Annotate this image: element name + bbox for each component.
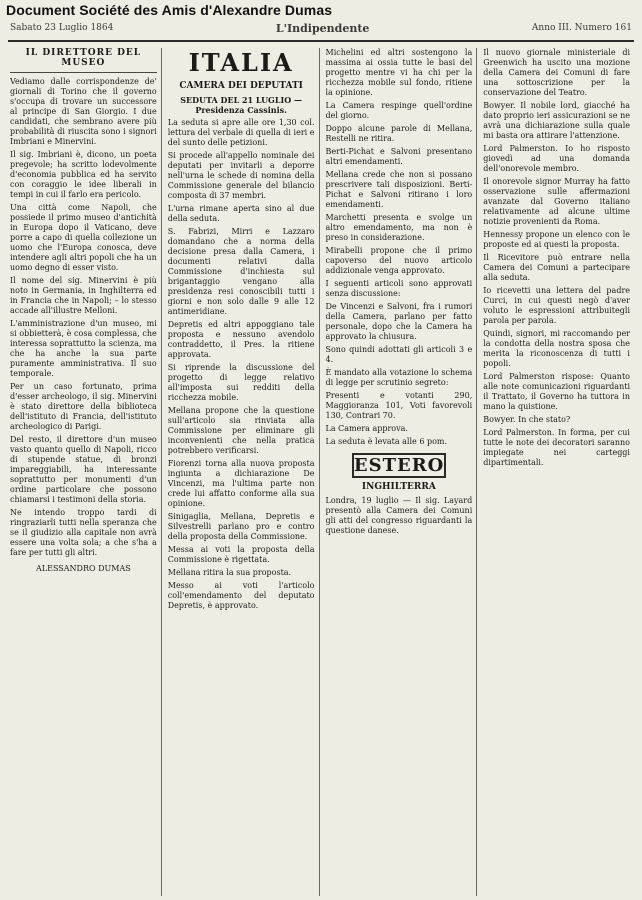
inghilterra-heading: INGHILTERRA [361, 482, 436, 492]
masthead-title: L'Indipendente [275, 21, 370, 35]
c4-paragraph-5: Hennessy propone un elenco con le proposte ed ai questi la proposta. [483, 230, 630, 249]
c2-paragraph-9: Sinigaglia, Mellana, Depretis e Silvestrelli parlano pro e contro della proposta della Commissione. [167, 512, 315, 541]
c2-paragraph-6: Si riprende la discussione del progetto di legge relativo all'imposta sui redditi della ricchezza mobile. [167, 363, 315, 402]
masthead-date: Sabato 23 Luglio 1864 [10, 23, 114, 33]
column-2-section: CAMERA DEI DEPUTATI [179, 81, 303, 91]
c2-paragraph-12: Messo ai voti l'articolo coll'emendamento del deputato Depretis, è approvato. [167, 581, 315, 610]
c2-paragraph-8: Fiorenzi torna alla nuova proposta ingiunta a dichiarazione De Vincenzi, ma l'ultima parte non crede lui affatto conforme alla sua opinione. [167, 459, 315, 508]
c1-paragraph-1: Vediamo dalle corrispondenze de' giornali di Torino che il governo s'occupa di trovare un successore al principe di San Giorgio. I due candidati, che sembrano avere più probabilità di riuscita sono i signori Imbriani e Minervini. [10, 77, 157, 146]
c2-paragraph-7: Mellana propone che la questione sull'articolo sia rinviata alla Commissione per eliminare gli inconvenienti che nella pratica potrebbero verificarsi. [167, 406, 315, 455]
c3-paragraph-6: Marchetti presenta e svolge un altro emendamento, ma non è preso in considerazione. [325, 213, 473, 242]
c4-paragraph-8: Quindi, signori, mi raccomando per la condotta della nostra sposa che merita la riconoscenza di tutti i popoli. [483, 329, 630, 368]
c4-paragraph-2: Bowyer. Il nobile lord, giacché ha dato proprio ieri assicurazioni se ne avrà una dichiarazione sulla quale mi basta ora attirare l'attenzione. [483, 101, 630, 140]
divider [10, 72, 157, 73]
c1-paragraph-4: Il nome del sig. Minervini è più noto in Germania, in Inghilterra ed in Francia che in Napoli; – lo stesso accade all'illustre Melloni. [10, 276, 157, 315]
c4-paragraph-1: Il nuovo giornale ministeriale di Greenwich ha uscito una mozione della Camera dei Comuni di fare una sottoscrizione per la conservazione del Teatro. [483, 48, 630, 97]
column-2-title: ITALIA [188, 48, 294, 77]
c3-paragraph-14: La seduta è levata alle 6 pom. [325, 437, 448, 446]
column-2 [168, 48, 320, 896]
c2-paragraph-5: Depretis ed altri appoggiano tale proposta e nessuno avendolo contraddetto, il Pres. la ritiene approvata. [167, 320, 315, 359]
c1-paragraph-2: Il sig. Imbriani è, dicono, un poeta pregevole; ha scritto lodevolmente d'economia pubblica ed ha servito con coraggio le idee liberali in tempi in cui il farlo era pericolo. [10, 150, 157, 199]
column-2-subhead: SEDUTA DEL 21 LUGLIO — Presidenza Cassinis. [180, 95, 303, 115]
top-rule [8, 40, 634, 42]
author-signature: ALESSANDRO DUMAS [36, 564, 131, 573]
estero-heading: ESTERO [353, 455, 445, 476]
c1-paragraph-3: Una città come Napoli, che possiede il primo museo d'antichità in Europa dopo il Vaticano, deve porre a capo di quella collezione un uomo che l'Europa conosca, deve intendere agli altri popoli che ha un uomo degno di esser visto. [10, 203, 157, 272]
c3-last-paragraph: Londra, 19 luglio — Il sig. Layard presentò alla Camera dei Comuni gli atti del congresso riguardanti la questione danese. [325, 496, 473, 535]
c2-paragraph-4: S. Fabrizi, Mirri e Lazzaro domandano che a norma della decisione presa dalla Camera, i documenti relativi dalla Commissione d'inchiesta sul brigantaggio vengano alla presidenza resi conoscibili tutti i giorni e non solo dalle 9 alle 12 antimeridiane. [167, 227, 315, 316]
c3-paragraph-4: Berti-Pichat e Salvoni presentano altri emendamenti. [325, 147, 473, 166]
watermark: Document Société des Amis d'Alexandre Dumas [6, 2, 333, 18]
c3-paragraph-5: Mellana crede che non si possano prescrivere tali disposizioni. Berti-Pichat e Salvoni ritirano i loro emendamenti. [325, 170, 473, 209]
c1-paragraph-5: L'amministrazione d'un museo, mi si obbietterà, è cosa complessa, che interessa soprattutto la scienza, ma che ha anche la sua parte puramente amministrativa. Il suo temporale. [10, 319, 157, 378]
column-1 [10, 48, 162, 896]
column-1-heading: IL DIRETTORE DEL MUSEO [25, 48, 142, 68]
c2-paragraph-1: La seduta si apre alle ore 1,30 col. lettura del verbale di quella di ieri e del sunto delle petizioni. [167, 118, 315, 147]
c1-paragraph-7: Del resto, il direttore d'un museo vasto quanto quello di Napoli, ricco di stupende statue, di bronzi impareggiabili, ha interessante soprattutto per monumenti d'un ordine particolare che possono chiamarsi i testimoni della storia. [10, 435, 157, 504]
masthead-issue: Anno III. Numero 161 [531, 23, 632, 33]
c3-paragraph-10: Sono quindi adottati gli articoli 3 e 4. [325, 345, 473, 364]
c3-paragraph-2: La Camera respinge quell'ordine del giorno. [325, 101, 473, 120]
c4-paragraph-10: Bowyer. In che stato? [483, 415, 571, 424]
c2-paragraph-3: L'urna rimane aperta sino al due della seduta. [167, 204, 315, 223]
c3-paragraph-11: È mandato alla votazione lo schema di legge per scrutinio segreto: [325, 368, 473, 387]
c3-paragraph-3: Doppo alcune parole di Mellana, Restelli ne ritira. [325, 124, 473, 143]
column-4 [483, 48, 634, 896]
c3-paragraph-8: I seguenti articoli sono approvati senza discussione: [325, 279, 473, 298]
c2-paragraph-11: Mellana ritira la sua proposta. [167, 568, 292, 577]
c4-paragraph-3: Lord Palmerston. Io ho risposto giovedì ad una domanda dell'onorevole membro. [483, 144, 630, 173]
column-3 [326, 48, 478, 896]
c3-paragraph-13: La Camera approva. [325, 424, 408, 433]
c1-paragraph-6: Per un caso fortunato, prima d'esser archeologo, il sig. Minervini è stato direttore della biblioteca dell'istituto di Francia, dell'istituto archeologico di Parigi. [10, 382, 157, 431]
columns [10, 48, 634, 896]
masthead [0, 18, 642, 38]
c3-paragraph-1: Michelini ed altri sostengono la massima ai ossia tutte le basi del progetto mentre vi ha chi per la ricchezza mobile sul fondo, ritiene la opinione. [325, 48, 473, 97]
c4-paragraph-6: Il Ricevitore può entrare nella Camera dei Comuni a partecipare alla seduta. [483, 253, 630, 282]
c4-paragraph-11: Lord Palmerston. In forma, per cui tutte le note dei decoratori saranno impiegate nei carteggi dipartimentali. [483, 428, 630, 467]
c2-paragraph-10: Messa ai voti la proposta della Commissione è rigettata. [167, 545, 315, 564]
c1-paragraph-8: Ne intendo troppo tardi di ringraziarli tutti nella speranza che se il giudizio alla capitale non avrà essere una volta sola; a che s'ha a fare per tutti gli altri. [10, 508, 157, 557]
c4-paragraph-4: Il onorevole signor Murray ha fatto osservazione sulle affermazioni avanzate dal Governo italiano relativamente ad alcune ultime notizie provenienti da Roma. [483, 177, 630, 226]
c4-paragraph-7: Io ricevetti una lettera del padre Curci, in cui questi negò d'aver voluto le espressioni attribuitegli parola per parola. [483, 286, 630, 325]
c2-paragraph-2: Si procede all'appello nominale dei deputati per invitarli a deporre nell'urna le schede di nomina della Commissione generale del bilancio composta di 37 membri. [167, 151, 315, 200]
c4-paragraph-9: Lord Palmerston rispose: Quanto alle note comunicazioni riguardanti il Trattato, il Governo ha tuttora in mano la quistione. [483, 372, 630, 411]
c3-paragraph-9: De Vincenzi e Salvoni, fra i rumori della Camera, parlano per fatto personale, dopo che la Camera ha approvato la chiusura. [325, 302, 473, 341]
c3-paragraph-7: Mirabelli propone che il primo capoverso del nuovo articolo addizionale venga approvato. [325, 246, 473, 275]
c3-paragraph-12: Presenti e votanti 290, Maggioranza 101, Voti favorevoli 130, Contrari 70. [325, 391, 473, 420]
